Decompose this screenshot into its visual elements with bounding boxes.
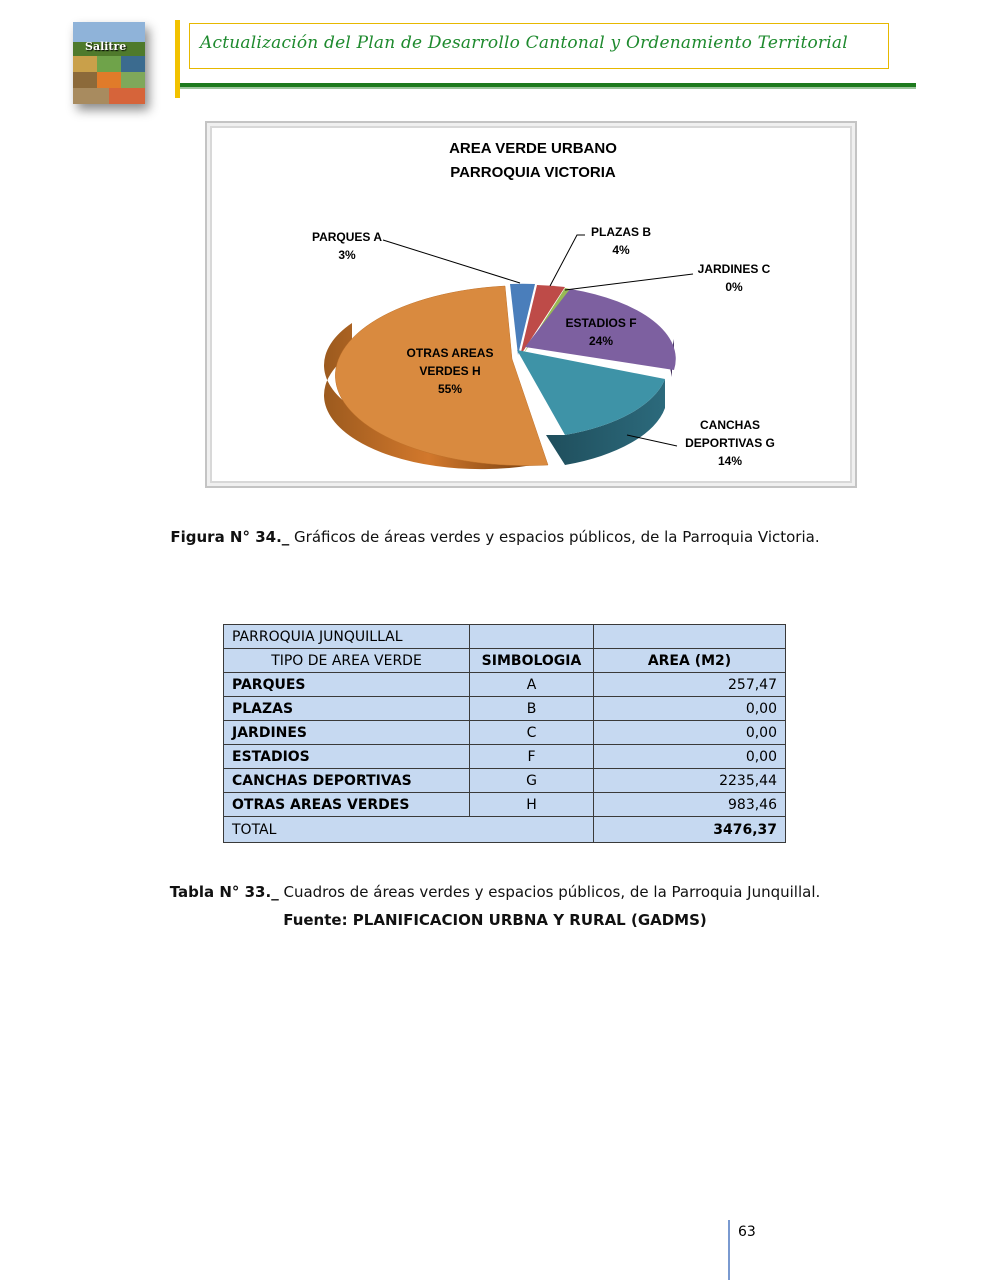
label-a-name: PARQUES A xyxy=(311,230,383,244)
label-c-name: JARDINES C xyxy=(697,262,771,276)
leader-a xyxy=(383,240,520,283)
table-row xyxy=(224,745,786,769)
table-caption xyxy=(0,883,990,901)
figure-caption xyxy=(0,528,990,546)
row-area: 0,00 xyxy=(594,697,786,721)
row-symbol: B xyxy=(470,697,594,721)
row-name: PARQUES xyxy=(224,673,470,697)
table-row xyxy=(224,697,786,721)
table-source: Fuente: PLANIFICACION URBNA Y RURAL (GADMS) xyxy=(283,911,707,929)
total-value: 3476,37 xyxy=(594,817,786,843)
row-area: 257,47 xyxy=(594,673,786,697)
row-symbol: F xyxy=(470,745,594,769)
label-f-pct: 24% xyxy=(588,334,614,348)
table-header-row xyxy=(224,649,786,673)
label-g-pct: 14% xyxy=(717,454,743,468)
leader-c xyxy=(565,274,693,290)
area-table xyxy=(223,624,786,843)
row-symbol: G xyxy=(470,769,594,793)
table-row xyxy=(224,793,786,817)
table-cell xyxy=(594,625,786,649)
logo-text: Salitre xyxy=(85,40,127,53)
row-symbol: C xyxy=(470,721,594,745)
label-h-pct: 55% xyxy=(437,382,463,396)
row-name: OTRAS AREAS VERDES xyxy=(224,793,470,817)
table-cell xyxy=(470,625,594,649)
label-h-name1: OTRAS AREAS xyxy=(406,346,494,360)
label-a-pct: 3% xyxy=(338,248,356,262)
row-area: 0,00 xyxy=(594,745,786,769)
label-g-name2: DEPORTIVAS G xyxy=(685,436,775,450)
figure-caption-label: Figura N° 34._ xyxy=(170,528,290,546)
page-number: 63 xyxy=(738,1224,756,1240)
label-c-pct: 0% xyxy=(725,280,743,294)
row-name: ESTADIOS xyxy=(224,745,470,769)
row-area: 983,46 xyxy=(594,793,786,817)
row-symbol: A xyxy=(470,673,594,697)
label-b-name: PLAZAS B xyxy=(591,225,651,239)
label-g-name1: CANCHAS xyxy=(700,418,760,432)
table-title: PARROQUIA JUNQUILLAL xyxy=(224,625,470,649)
chart-title: AREA VERDE URBANO xyxy=(449,140,617,157)
table-row xyxy=(224,721,786,745)
table-caption-label: Tabla N° 33._ xyxy=(169,883,279,901)
table-row xyxy=(224,673,786,697)
row-symbol: H xyxy=(470,793,594,817)
row-area: 2235,44 xyxy=(594,769,786,793)
leader-b xyxy=(550,235,585,286)
header-simbologia: SIMBOLOGIA xyxy=(470,649,594,673)
row-area: 0,00 xyxy=(594,721,786,745)
label-h-name2: VERDES H xyxy=(419,364,481,378)
document-title: Actualización del Plan de Desarrollo Cantonal y Ordenamiento Territorial xyxy=(200,33,848,53)
header-tipo: TIPO DE AREA VERDE xyxy=(224,649,470,673)
table-row xyxy=(224,769,786,793)
header-title-box xyxy=(189,23,889,69)
figure-caption-text: Gráficos de áreas verdes y espacios públicos, de la Parroquia Victoria. xyxy=(289,528,820,546)
row-name: CANCHAS DEPORTIVAS xyxy=(224,769,470,793)
label-b-pct: 4% xyxy=(612,243,630,257)
header-divider-light xyxy=(180,87,916,89)
pie-chart xyxy=(207,123,859,490)
total-label: TOTAL xyxy=(224,817,594,843)
table-title-row xyxy=(224,625,786,649)
header-area: AREA (M2) xyxy=(594,649,786,673)
footer-rule xyxy=(728,1220,730,1280)
table-total-row xyxy=(224,817,786,843)
chart-subtitle: PARROQUIA VICTORIA xyxy=(450,164,616,181)
logo xyxy=(73,22,145,104)
row-name: JARDINES xyxy=(224,721,470,745)
row-name: PLAZAS xyxy=(224,697,470,721)
label-f-name: ESTADIOS F xyxy=(565,316,637,330)
pie-chart-frame xyxy=(205,121,857,488)
table-caption-text: Cuadros de áreas verdes y espacios públicos, de la Parroquia Junquillal. xyxy=(278,883,821,901)
